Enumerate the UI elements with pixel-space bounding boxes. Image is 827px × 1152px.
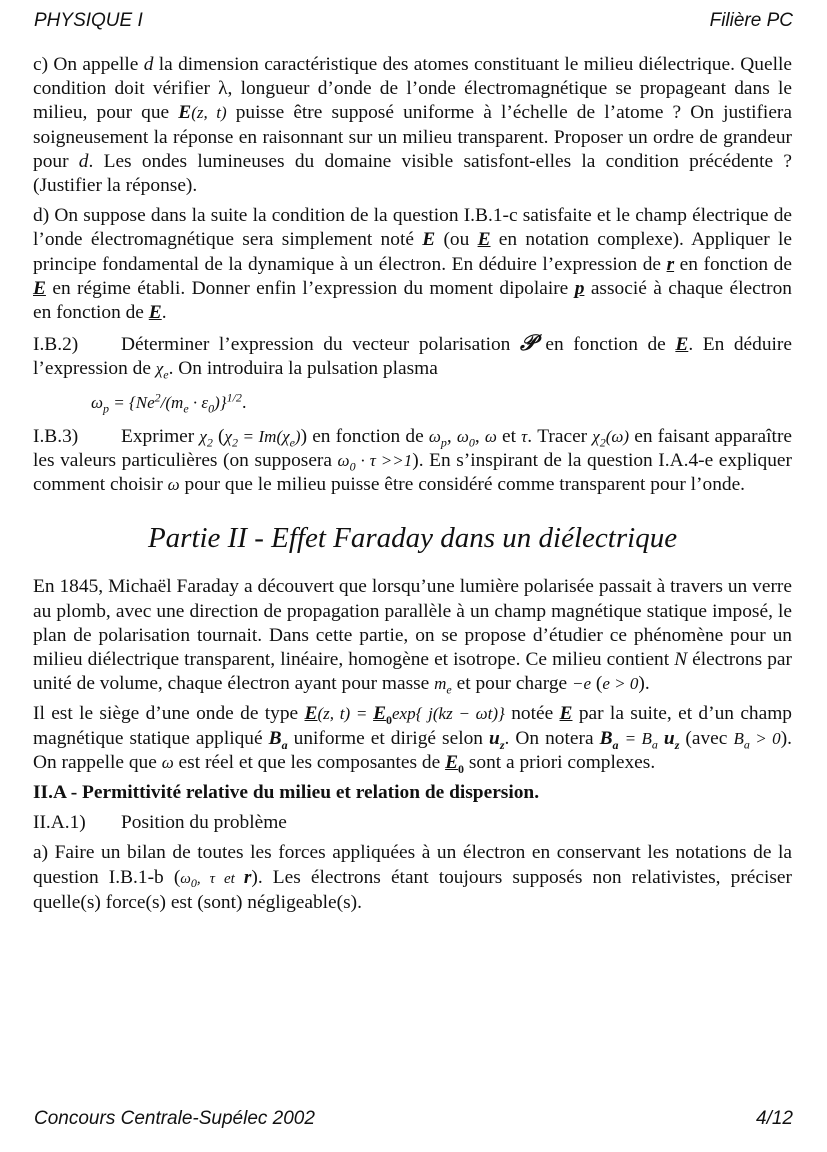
page-footer — [34, 1108, 793, 1130]
intro-paragraph: En 1845, Michaël Faraday a découvert que lorsqu’une lumière polarisée passait à travers un verre au plomb, avec une direction de propagation parallèle à un champ magnétique statique imposé, le plan de polarisation tournait. Dans cette partie, on se propose d’étudier ce phénomène pour un milieu diélectrique transparent, linéaire, homogène et isotrope. Ce milieu contient N électrons par unité de volume, chaque électron ayant pour masse $m_e$ et pour charge −e (e > 0). — [33, 576, 792, 697]
question-d: d) On suppose dans la suite la condition de la question I.B.1-c satisfaite et le champ électrique de l’onde électromagnétique sera simplement noté E (ou E en notation complexe). Appliquer le principe fondamental de la dynamique à un électron. En déduire l’expression de r en fonction de E en régime établi. Donner enfin l’expression du moment dipolaire p associé à chaque électron en fonction de E. — [33, 205, 793, 324]
header-subject: PHYSIQUE I — [34, 10, 143, 31]
question-ib3: I.B.3) Exprimer $\chi_2$ $(\chi_2 = Im(\chi_e))$ en fonction de $\omega_p$, $\omega_0$, ω et τ. Tracer $\chi_2(\omega)$ en faisant apparaître les valeurs particulières (on supposera $\omega_0 \cdot \tau >>1$). En s’inspirant de la question I.A.4-e expliquer comment choisir ω pour que le milieu puisse être considéré comme transparent pour l’onde. — [33, 425, 793, 496]
question-ib2: I.B.2) Déterminer l’expression du vecteur polarisation 𝒫 en fonction de E. En déduire l’expression de $\chi_e$. On introduira la pulsation plasma — [33, 330, 792, 382]
footer-contest: Concours Centrale-Supélec 2002 — [34, 1108, 315, 1129]
part-title: Partie II - Effet Faraday dans un diélectrique — [147, 522, 678, 555]
section-heading: II.A - Permittivité relative du milieu et relation de dispersion. — [33, 782, 540, 804]
page-body — [33, 53, 792, 921]
page-number: 4/12 — [756, 1108, 793, 1129]
plasma-frequency-equation: $\omega_p = \{Ne^2/(m_e \cdot \varepsilon_0)\}^{1/2}$. — [91, 389, 247, 416]
header-track: Filière PC — [709, 10, 793, 31]
question-c: c) On appelle d la dimension caractéristique des atomes constituant le milieu diélectrique. Quelle condition doit vérifier λ, longueur d’onde de l’onde électromagnétique se propageant dans le milieu, pour que E(z, t) puisse être supposé uniforme à l’échelle de l’atome ? On justifiera soigneusement la réponse en raisonnant sur un milieu transparent. Proposer un ordre de grandeur pour d. Les ondes lumineuses du domaine visible satisfont-elles la condition précédente ? (Justifier la réponse). — [33, 54, 792, 197]
wave-paragraph: Il est le siège d’une onde de type E(z, $t) = E_0\exp${ j(kz − ωt)} notée E par la suite, et d’un champ magnétique statique appliqué $B_a$ uniforme et dirigé selon $u_z$. On notera $B_a = B_a$ $u_z$ (avec $B_a > 0$). On rappelle que ω est réel et que les composantes de $E_0$ sont a priori complexes. — [33, 703, 792, 776]
question-a: a) Faire un bilan de toutes les forces appliquées à un électron en conservant les notations de la question I.B.1-b ($\omega_0$, τ et r). Les électrons étant toujours supposés non relativistes, préciser quelle(s) force(s) est (sont) négligeable(s). — [33, 842, 792, 913]
subsection-iia1: II.A.1) Position du problème — [33, 812, 287, 834]
page-header — [34, 10, 793, 32]
